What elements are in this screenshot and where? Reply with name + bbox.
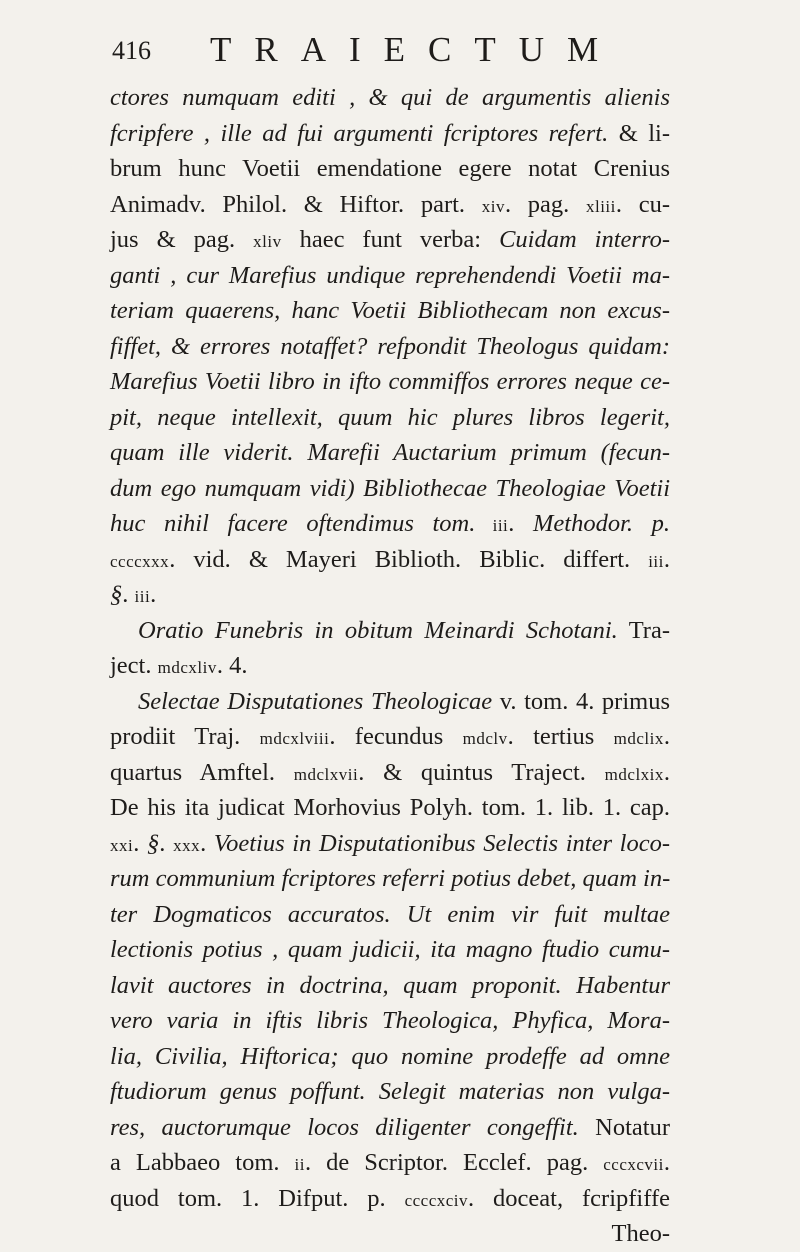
text-segment: xxx [173,835,201,855]
text-segment: ter Dogmaticos accuratos. Ut enim vir fuit multae [110,900,670,928]
text-segment: pit, neque intellexit, quum hic plures libros legerit, [110,403,670,431]
text-segment: xliii [585,196,616,216]
text-line [110,684,670,720]
text-segment: ganti , cur Marefius undique reprehendendi Voetii ma- [110,261,670,289]
text-segment: . doceat, fcripfiffe [468,1184,670,1212]
text-segment: res, auctorumque locos diligenter congeffit. [110,1113,579,1141]
text-segment: mdclxvii [293,764,359,784]
text-segment: ccccxxx [110,551,170,571]
text-segment: . [159,829,174,857]
text-line [110,577,670,613]
text-line [110,364,670,400]
text-line [110,826,670,862]
text-segment: prodiit Traj. [110,723,260,750]
text-segment: . 4. [216,652,248,679]
text-segment: huc nihil facere oftendimus tom. [110,510,476,537]
text-line [110,116,670,152]
catchword [110,1216,670,1252]
text-segment: quartus Amftel. [110,758,294,786]
text-line [110,258,670,294]
text-segment: . [508,510,533,537]
text-line [110,861,670,897]
text-line [110,471,670,507]
text-segment: Selectae Disputationes Theologicae [138,687,493,715]
text-segment: mdclv [462,729,508,748]
text-line [110,1181,670,1217]
text-segment: mdcxliv [157,658,217,677]
text-segment: haec funt verba: [281,226,500,253]
text-segment: xxi [110,835,134,855]
text-line [110,293,670,329]
text-segment: De his ita judicat Morhovius Polyh. tom. 1. lib. 1. cap. [110,794,670,821]
text-segment: ccccxciv [404,1190,469,1210]
text-segment: ject. [110,652,158,679]
text-segment: . [663,1149,670,1176]
running-title: TRAIECTUM [210,30,622,69]
text-line [110,222,670,258]
text-line [110,968,670,1004]
text-segment: . vid. & Mayeri Biblioth. Biblic. differt. [169,545,649,573]
text-line [110,329,670,365]
text-line [110,1145,670,1181]
body-text [110,80,670,1252]
text-line [110,1039,670,1075]
text-segment: fiffet, & errores notaffet? refpondit Theologus quidam: [110,332,670,360]
text-segment: . [663,545,670,573]
text-segment: iii [134,587,151,606]
text-segment: lectionis potius , quam judicii, ita magno ftudio cumu- [110,936,670,963]
text-line [110,755,670,791]
text-line [110,719,670,755]
text-segment: iii [475,516,509,535]
text-line [110,648,670,684]
text-line [110,187,670,223]
text-segment: vero varia in iftis libris Theologica, Phyfica, Mora- [110,1007,670,1034]
text-segment: . fecundus [329,723,463,750]
text-segment: . pag. [504,190,586,218]
text-segment: xliv [253,232,282,251]
text-segment: § [147,829,160,857]
text-segment: Tra- [617,616,670,644]
text-line [110,400,670,436]
text-line [110,613,670,649]
text-segment: . [200,829,214,857]
text-line [110,435,670,471]
text-segment: iii [648,551,664,571]
text-line [110,151,670,187]
text-line [110,80,670,116]
text-segment: a Labbaeo tom. [110,1149,295,1176]
text-segment: . [663,758,671,786]
text-line [110,790,670,826]
text-line [110,897,670,933]
text-segment: mdclxix [604,764,664,784]
text-segment: Theo- [611,1220,670,1247]
text-segment: & li- [608,119,670,147]
text-segment: Oratio Funebris in obitum Meinardi Schotani. [138,616,618,644]
page-header [110,30,670,70]
text-segment: . [133,829,148,857]
text-segment: ftudiorum genus poffunt. Selegit materias non vulga- [110,1078,670,1105]
text-segment: Methodor. p. [532,510,670,537]
text-segment: . de Scriptor. Ecclef. pag. [304,1149,604,1176]
text-segment: Marefius Voetii libro in ifto commiffos errores neque ce- [110,368,670,395]
text-segment: Notatur [578,1113,670,1141]
page-number: 416 [112,36,151,65]
text-segment: cccxcvii [603,1155,664,1174]
text-line [110,1110,670,1146]
text-segment: brum hunc Voetii emendatione egere notat Crenius [110,155,670,182]
text-segment: . tertius [507,723,614,750]
text-segment: fcripfere , ille ad fui argumenti fcriptores refert. [110,119,609,147]
text-segment: Voetius in Disputationibus Selectis inter loco- [213,829,671,857]
text-segment: lavit auctores in doctrina, quam proponit. Habentur [110,971,670,999]
text-line [110,542,670,578]
text-segment: ii [294,1155,305,1174]
text-segment: Cuidam interro- [499,226,670,253]
text-segment: rum communium fcriptores referri potius debet, quam in- [110,865,671,892]
text-line [110,506,670,542]
text-segment: § [110,581,123,608]
text-segment: . & quintus Traject. [358,758,605,786]
text-segment: . cu- [615,190,670,218]
text-segment: v. tom. 4. primus [492,687,670,715]
text-segment: mdcxlviii [259,729,330,748]
text-line [110,1074,670,1110]
text-segment: ctores numquam editi , & qui de argumentis alienis [110,84,670,111]
text-segment: lia, Civilia, Hiftorica; quo nomine prodeffe ad omne [110,1042,670,1070]
text-segment: mdclix [613,729,664,748]
text-segment: quam ille viderit. Marefii Auctarium primum (fecun- [110,439,670,466]
text-segment: jus & pag. [110,226,254,253]
text-segment: . [663,723,670,750]
text-segment: quod tom. 1. Difput. p. [110,1184,405,1212]
text-segment: . [122,581,135,608]
text-segment: dum ego numquam vidi) Bibliothecae Theologiae Voetii [110,474,670,502]
text-line [110,932,670,968]
text-segment: xiv [481,196,505,216]
text-segment: teriam quaerens, hanc Voetii Bibliothecam non excus- [110,297,670,324]
text-segment: . [150,581,157,608]
text-segment: Animadv. Philol. & Hiftor. part. [110,190,482,218]
text-line [110,1003,670,1039]
